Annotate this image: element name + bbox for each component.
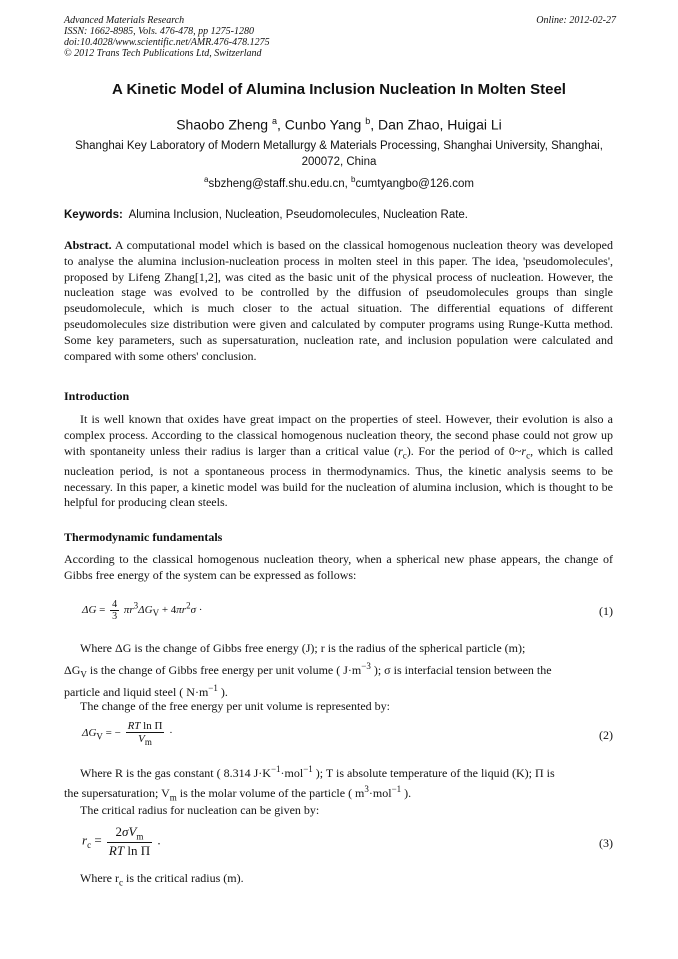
author-name: Cunbo Yang [284, 116, 362, 133]
journal-name: Advanced Materials Research [64, 15, 185, 26]
email-link[interactable]: sbzheng@staff.shu.edu.cn, [208, 177, 348, 190]
where-line [80, 871, 244, 887]
where-text: Where r [80, 871, 119, 885]
abstract-text: A computational model which is based on the classical homogenous nucleation theory was developed to analyse the alumina inclusion-nucleation process in molten steel in this paper. The idea, 'pseudomolecules', proposed by Lifeng Zhang[1,2], was cited as the basic unit of the physical process of nucleation. However, the nucleation stage was evolved to be controlled by the diffusion of pseudomolecules groups than single pseudomolecule, which is much closer to the actual situation. The differential equations of different pseudomolecules size distribution were given and calculated by computer programs using Runge-Kutta method. Some key parameters, such as supersaturation, nucleation rate, and inclusion population were calculated and compared with some others' conclusion. [64, 238, 613, 363]
author-name: Dan Zhao [378, 116, 440, 133]
email-mark: a [204, 175, 209, 184]
where-text: ). [401, 786, 412, 800]
where-text: ); T is absolute temperature of the liquid (K); Π is [312, 766, 555, 780]
author-list: Shaobo Zheng $^a$, Cunbo Yang $^b$, Dan Zhao, Huigai Li [176, 116, 502, 133]
symbol: ΔG [64, 663, 81, 677]
author-name: Shaobo Zheng [176, 116, 269, 133]
journal-header [64, 15, 270, 59]
where-text: is the critical radius (m). [122, 871, 244, 885]
author-emails [0, 175, 678, 190]
equation-number: (1) [599, 604, 613, 618]
where-line: Where ΔG is the change of Gibbs free energy (J); r is the radius of the spherical particle (m); [80, 641, 526, 655]
superscript: −3 [361, 661, 371, 671]
where-text: is the molar volume of the particle ( m [176, 786, 365, 800]
intro-paragraph [64, 412, 613, 511]
where-text: ·mol [280, 766, 304, 780]
equation-1 [64, 597, 613, 627]
equation-number: (2) [599, 728, 613, 742]
subscript: c [118, 877, 123, 888]
superscript: 3 [364, 784, 369, 794]
where-line [64, 683, 228, 700]
equation-body: $\Delta G_V$ = − $\frac{\text{RT ln Π}}{V_m}$ · [82, 720, 173, 748]
subscript: m [169, 792, 177, 803]
where-line [64, 784, 411, 802]
author-affil-mark: a [271, 116, 277, 126]
equation-body: $r_c$ = $\frac{2\sigma V_m}{\text{RT ln Π}}$ . [82, 824, 161, 858]
equation-body: ΔG = $\frac{4}{3}$ $\pi r^3\Delta G_V + 4\pi r^2\sigma$ · [82, 599, 203, 622]
where-text: ); σ is interfacial tension between the [370, 663, 552, 677]
email-link[interactable]: cumtyangbo@126.com [355, 177, 474, 190]
keywords-text: Alumina Inclusion, Nucleation, Pseudomolecules, Nucleation Rate. [128, 209, 468, 221]
equation-number: (3) [599, 836, 613, 850]
change-line: The change of the free energy per unit volume is represented by: [80, 699, 390, 713]
author-affil-mark: b [365, 116, 371, 126]
equation-2 [64, 718, 613, 754]
subscript: c [402, 449, 407, 460]
where-line [80, 764, 555, 781]
section-heading: Introduction [64, 389, 130, 403]
paper-title: A Kinetic Model of Alumina Inclusion Nucleation In Molten Steel [112, 81, 566, 98]
keywords-label: Keywords: [64, 209, 123, 221]
superscript: −1 [391, 784, 402, 794]
doi-line: doi:10.4028/www.scientific.net/AMR.476-478.1275 [64, 37, 270, 48]
thermo-intro: According to the classical homogenous nucleation theory, when a spherical new phase appears, the change of Gibbs free energy of the system can be expressed as follows: [64, 552, 613, 582]
symbol: r [398, 443, 403, 458]
abstract [64, 238, 613, 364]
email-mark: b [351, 175, 356, 184]
where-text: particle and liquid steel ( N·m [64, 685, 209, 699]
author-name: Huigai Li [447, 116, 502, 133]
where-text: the supersaturation; V [64, 786, 170, 800]
where-text: ). [217, 685, 228, 699]
where-text: ·mol [368, 786, 392, 800]
intro-text: It is well known that oxides have great impact on the properties of steel. However, their evolution is also a complex process. According to the classical homogenous nucleation theory, the second phase could not grow up with spontaneity unless their radius is larger than a critical value ( [64, 412, 613, 458]
subscript: c [526, 449, 531, 460]
abstract-label: Abstract. [64, 238, 112, 252]
equation-3 [64, 822, 613, 866]
copyright-line: © 2012 Trans Tech Publications Ltd, Switzerland [64, 48, 262, 59]
where-line [64, 661, 552, 679]
crit-line: The critical radius for nucleation can be given by: [80, 803, 320, 817]
intro-text: ). For the period of 0~ [406, 443, 522, 458]
online-date: Online: 2012-02-27 [536, 15, 616, 26]
where-text: Where R is the gas constant ( 8.314 J·K [80, 766, 271, 780]
intro-text: , which is called nucleation period, is not a spontaneous process in thermodynamics. Thus, the kinetic analysis seems to be necessary. In this paper, a kinetic model was build for the nucleation of alumina inclusion, which is thought to be helpful for producing clean steels. [64, 443, 613, 510]
keywords [64, 209, 468, 221]
subscript: V [80, 669, 87, 680]
superscript: −1 [270, 764, 281, 774]
superscript: −1 [208, 683, 218, 693]
section-heading: Thermodynamic fundamentals [64, 530, 223, 544]
affiliation: Shanghai Key Laboratory of Modern Metallurgy & Materials Processing, Shanghai University, Shanghai, 200072, China [75, 140, 603, 168]
symbol: r [521, 443, 527, 458]
issn-line: ISSN: 1662-8985, Vols. 476-478, pp 1275-1280 [64, 26, 254, 37]
superscript: −1 [303, 764, 313, 774]
where-text: is the change of Gibbs free energy per unit volume ( J·m [86, 663, 362, 677]
